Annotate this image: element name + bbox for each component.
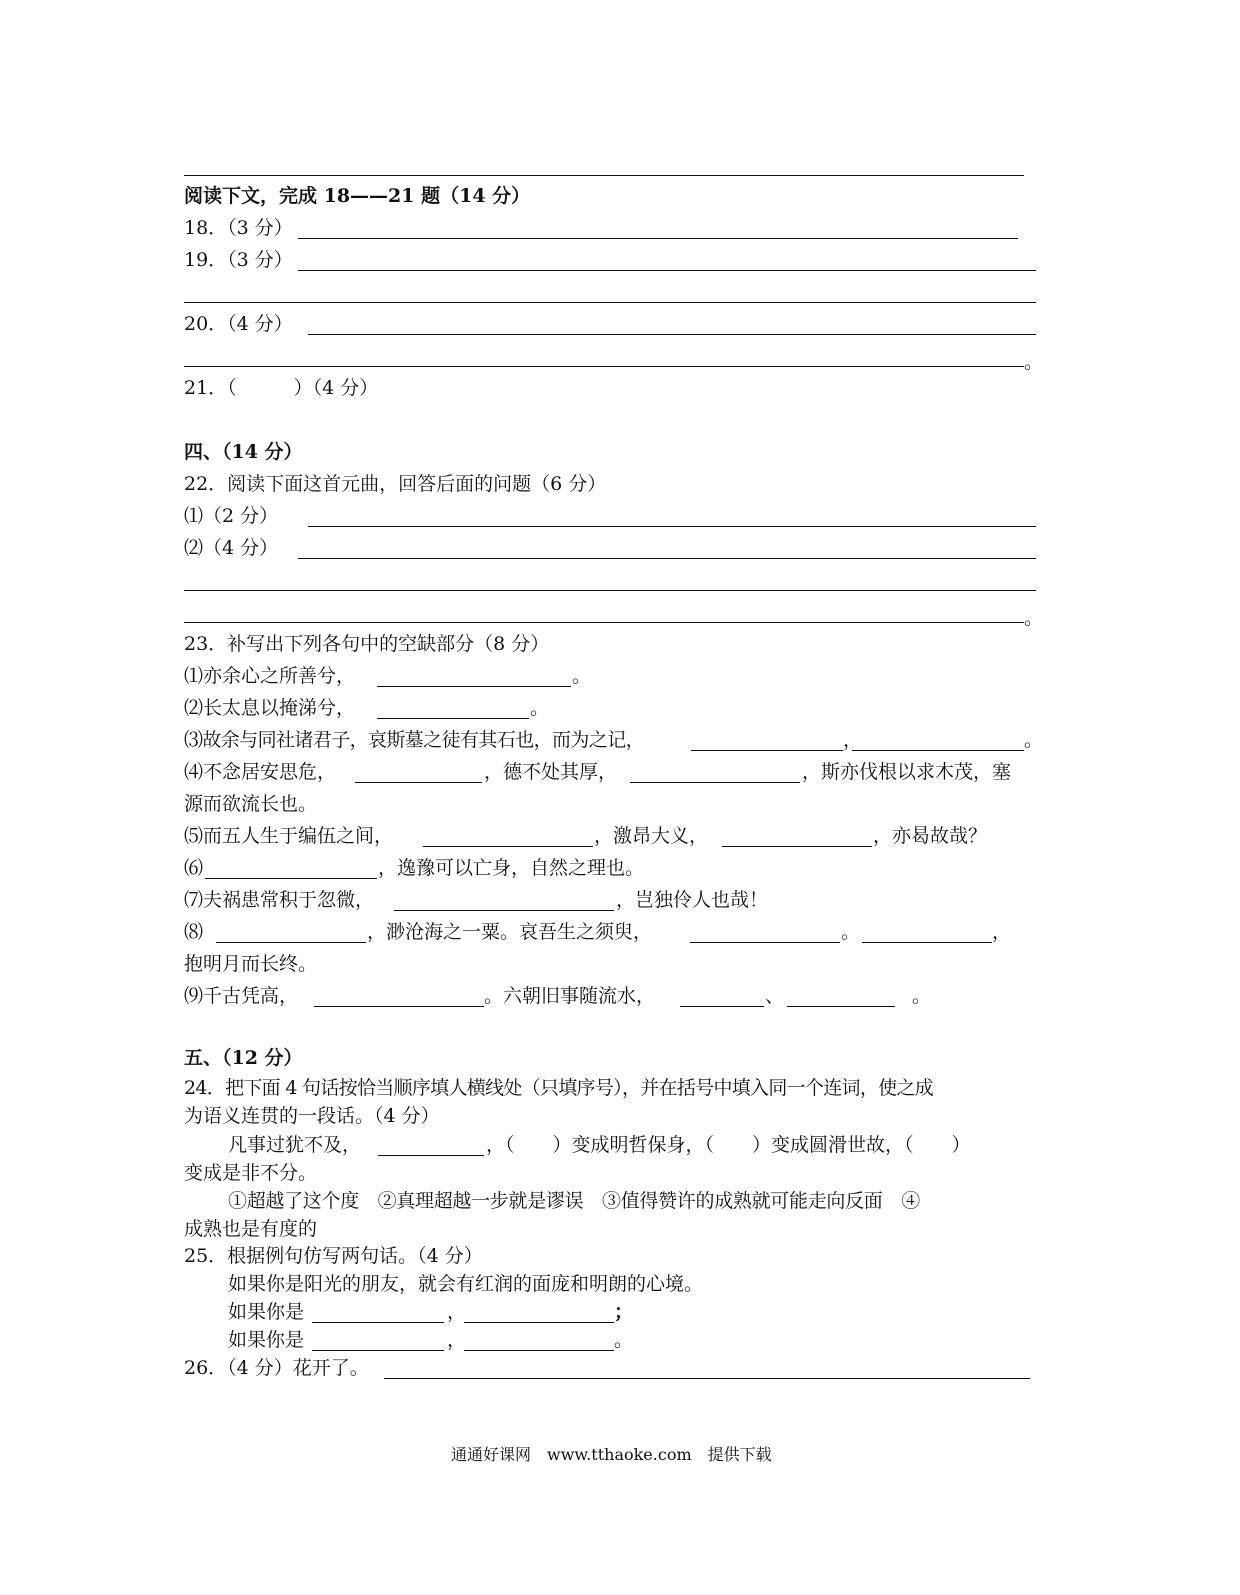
period-mark: 。 [1024,607,1044,629]
section-heading: 阅读下文，完成 18——21 题（14 分） [184,185,531,207]
question-22-1: ⑴（2 分） [184,505,279,527]
sentence-3-text: ⑶故余与同社诸君子，哀斯墓之徒有其石也，而为之记， [184,729,645,751]
sentence-8-number: ⑻ [184,921,204,943]
sentence-7-end: ，岂独伶人也哉！ [616,889,769,911]
answer-blank-23-9c[interactable] [787,1006,895,1007]
sentence-8-text: ，渺沧海之一粟。哀吾生之须臾， [367,921,653,943]
answer-blank-23-8b[interactable] [690,942,840,943]
sentence-4-tail: ，斯亦伐根以求木茂，塞 [802,761,1012,783]
question-18: 18．（3 分） [184,217,293,239]
sentence-3-comma: ， [843,729,863,751]
question-26: 26．（4 分）花开了。 [184,1357,369,1379]
sentence-2-text: ⑵长太息以掩涕兮， [184,697,356,719]
answer-blank-22-2[interactable] [298,558,1036,559]
answer-blank-22-2-line2[interactable] [184,590,1036,591]
answer-blank-22-2-line3[interactable] [184,622,1024,623]
answer-blank-18[interactable] [298,238,1018,239]
question-24-body-tail: ，（ ）变成明哲保身，（ ）变成圆滑世故，（ ） [486,1134,971,1156]
question-25-semicolon: ； [614,1301,634,1323]
answer-blank-23-7[interactable] [394,910,614,911]
sentence-3-end: 。 [1024,729,1044,751]
answer-blank-23-3b[interactable] [852,750,1024,751]
sentence-8-comma: ， [992,921,1012,943]
answer-blank-23-2[interactable] [377,718,529,719]
question-24: 24．把下面 4 句话按恰当顺序填人横线处（只填序号），并在括号中填入同一个连词，使之成 [184,1077,934,1099]
sentence-8-continued: 抱明月而长终。 [184,953,318,975]
sentence-8-period: 。 [841,921,861,943]
sentence-9-separator: 、 [765,985,785,1007]
answer-blank-20[interactable] [308,334,1036,335]
sentence-6-number: ⑹ [184,857,204,879]
answer-blank-23-9b[interactable] [680,1006,764,1007]
question-24-options-line2: 成熟也是有度的 [184,1218,318,1240]
question-24-options: ①超越了这个度 ②真理超越一步就是谬误 ③值得赞许的成熟就可能走向反面 ④ [228,1190,920,1212]
answer-blank-23-4a[interactable] [355,782,482,783]
question-25-example: 如果你是阳光的朋友，就会有红润的面庞和明朗的心境。 [228,1273,704,1295]
period-mark: 。 [1024,351,1044,373]
answer-blank-26[interactable] [384,1378,1030,1379]
answer-blank-23-4b[interactable] [630,782,800,783]
answer-blank-23-3a[interactable] [691,750,843,751]
question-25: 25．根据例句仿写两句话。（4 分） [184,1245,483,1267]
answer-blank-23-8c[interactable] [862,942,992,943]
answer-blank-23-1[interactable] [377,686,571,687]
sentence-4-text: ⑷不念居安思危， [184,761,337,783]
sentence-5-mid: ，激昂大义， [594,825,709,847]
answer-blank-22-1[interactable] [308,526,1036,527]
answer-blank-23-9a[interactable] [314,1006,484,1007]
answer-blank-23-8a[interactable] [216,942,366,943]
question-21: 21．（ ）（4 分） [184,377,379,399]
question-20: 20．（4 分） [184,313,293,335]
section-heading: 四、（14 分） [184,441,303,463]
question-22-2: ⑵（4 分） [184,537,279,559]
question-24-body: 凡事过犹不及， [228,1134,362,1156]
answer-blank-25-2a[interactable] [312,1350,444,1351]
page-footer: 通通好课网 www.tthaoke.com 提供下载 [451,1445,772,1464]
question-24-line2: 为语义连贯的一段话。（4 分） [184,1105,440,1127]
sentence-1-end: 。 [572,665,592,687]
question-23: 23．补写出下列各句中的空缺部分（8 分） [184,633,550,655]
question-25-period: 。 [614,1329,634,1351]
question-25-comma: ， [447,1329,467,1351]
question-19: 19．（3 分） [184,249,293,271]
question-25-line2: 如果你是 [228,1329,305,1351]
sentence-5-text: ⑸而五人生于编伍之间， [184,825,394,847]
question-25-line1: 如果你是 [228,1301,305,1323]
sentence-9-text: ⑼千古凭高， [184,985,299,1007]
section-heading: 五、（12 分） [184,1047,303,1069]
question-22: 22．阅读下面这首元曲，回答后面的问题（6 分） [184,473,607,495]
answer-blank-25-2b[interactable] [464,1350,614,1351]
question-24-body-line2: 变成是非不分。 [184,1162,318,1184]
answer-blank-24[interactable] [378,1155,484,1156]
sentence-9-mid: 。六朝旧事随流水， [484,985,656,1007]
sentence-2-end: 。 [530,697,550,719]
answer-blank-25-1b[interactable] [464,1322,614,1323]
question-25-comma: ， [447,1301,467,1323]
answer-blank-19-line2[interactable] [184,302,1036,303]
answer-blank-20-line2[interactable] [184,366,1024,367]
answer-blank-23-5b[interactable] [722,846,872,847]
sentence-4-continued: 源而欲流长也。 [184,793,318,815]
top-rule [184,175,1024,176]
answer-blank-23-6[interactable] [205,878,377,879]
answer-blank-23-5a[interactable] [423,846,593,847]
sentence-4-mid: ，德不处其厚， [484,761,618,783]
sentence-6-text: ，逸豫可以亡身，自然之理也。 [378,857,645,879]
answer-blank-19[interactable] [298,270,1036,271]
sentence-1-text: ⑴亦余心之所善兮， [184,665,356,687]
sentence-5-end: ，亦曷故哉？ [873,825,988,847]
sentence-7-text: ⑺夫祸患常积于忽微， [184,889,375,911]
sentence-9-end: 。 [912,985,932,1007]
answer-blank-25-1a[interactable] [312,1322,444,1323]
